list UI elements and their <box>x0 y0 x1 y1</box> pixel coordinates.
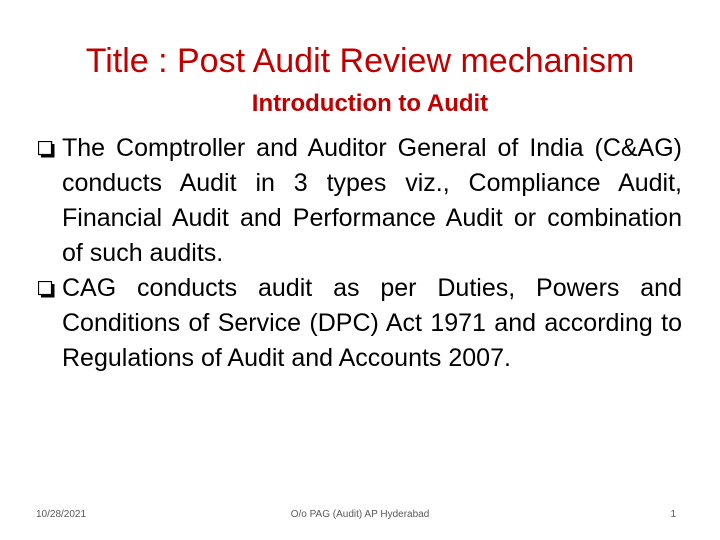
bullet-list <box>36 131 682 376</box>
footer-organization: O/o PAG (Audit) AP Hyderabad <box>290 509 430 520</box>
slide-subtitle: Introduction to Audit <box>251 90 489 117</box>
bullet-item <box>36 131 682 271</box>
slide-title: Title : Post Audit Review mechanism <box>85 42 635 80</box>
bullet-item <box>36 271 682 376</box>
footer-date: 10/28/2021 <box>36 509 87 520</box>
bullet-text: CAG conducts audit as per Duties, Powers and Conditions of Service (DPC) Act 1971 and according to Regulations of Audit and Accounts 2007. <box>62 274 682 372</box>
square-bullet-icon <box>38 141 55 158</box>
square-bullet-icon <box>38 281 55 298</box>
bullet-text: The Comptroller and Auditor General of India (C&AG) conducts Audit in 3 types viz., Compliance Audit, Financial Audit and Performance Audit or combination of such audits. <box>62 134 682 267</box>
footer-page-number: 1 <box>670 509 676 520</box>
